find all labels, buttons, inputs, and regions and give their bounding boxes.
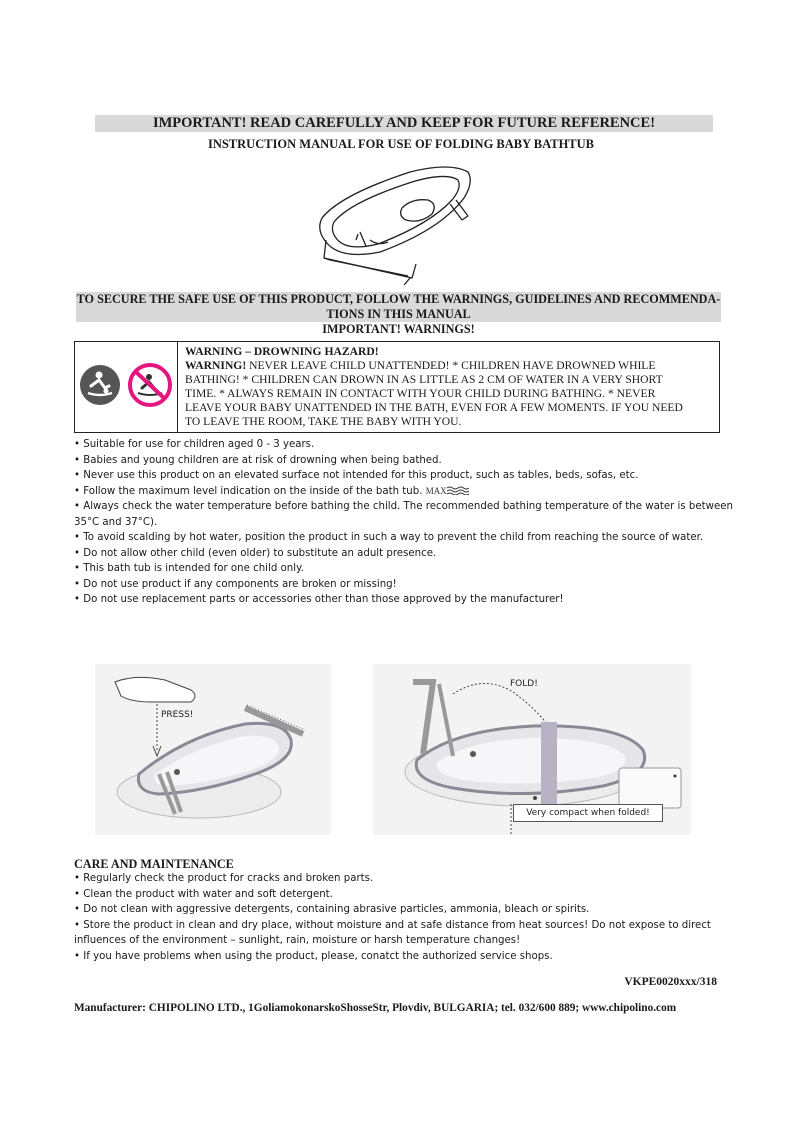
product-code: VKPE0020xxx/318 <box>624 976 717 988</box>
safety-notice <box>76 292 721 322</box>
bullet-item: • Babies and young children are at risk of drowning when being bathed. <box>74 454 442 466</box>
manual-title: INSTRUCTION MANUAL FOR USE OF FOLDING BABY BATHTUB <box>207 137 595 151</box>
care-bullet-item: • Store the product in clean and dry place, without moisture and at safe distance from heat sources! Do not expose to direct <box>74 919 711 931</box>
water-waves-icon <box>447 486 469 495</box>
fold-label: FOLD! <box>510 679 538 689</box>
max-level-label: MAX <box>425 485 447 496</box>
fold-photo <box>373 664 691 835</box>
bullet-item: 35°C and 37°C). <box>74 516 158 528</box>
care-bullet-item: • If you have problems when using the product, please, conatct the authorized service shops. <box>74 950 553 962</box>
no-child-alone-icon <box>127 362 173 408</box>
manufacturer-info: Manufacturer: CHIPOLINO LTD., 1GoliamokonarskoShosseStr, Plovdiv, BULGARIA; tel. 032/600 889; www.chipolino.com <box>74 1002 677 1014</box>
care-bullet-item: • Clean the product with water and soft detergent. <box>74 888 333 900</box>
bullet-item: • To avoid scalding by hot water, position the product in such a way to prevent the child from reaching the source of water. <box>74 532 704 543</box>
warning-line-2: BATHING! * CHILDREN CAN DROWN IN AS LITTLE AS 2 CM OF WATER IN A VERY SHORT <box>185 373 663 386</box>
press-label: PRESS! <box>161 710 194 720</box>
important-banner: IMPORTANT! READ CAREFULLY AND KEEP FOR FUTURE REFERENCE! <box>95 115 713 132</box>
care-title: CARE AND MAINTENANCE <box>74 857 234 871</box>
bullet-item: • This bath tub is intended for one child only. <box>74 563 304 574</box>
press-photo <box>95 664 331 835</box>
safety-notice-line-2: TIONS IN THIS MANUAL <box>326 307 471 321</box>
warning-line-1 <box>185 359 715 373</box>
bullet-item <box>74 484 734 500</box>
bullet-item: • Do not use product if any components are broken or missing! <box>74 578 397 590</box>
care-bullet-item: influences of the environment – sunlight, rain, moisture or harsh temperature changes! <box>74 935 521 946</box>
care-bullets <box>74 871 734 964</box>
warnings-title: IMPORTANT! WARNINGS! <box>322 322 475 336</box>
warning-line-4: LEAVE YOUR BABY UNATTENDED IN THE BATH, EVEN FOR A FEW MOMENTS. IF YOU NEED <box>185 401 683 414</box>
warning-text <box>185 345 715 429</box>
adult-bathing-child-icon <box>79 364 121 406</box>
bullet-item: • Always check the water temperature before bathing the child. The recommended bathing temperature of the water is between <box>74 501 733 512</box>
usage-bullets <box>74 437 734 608</box>
warning-line-1-text: NEVER LEAVE CHILD UNATTENDED! * CHILDREN HAVE DROWNED WHILE <box>246 359 656 372</box>
care-bullet-item: • Regularly check the product for cracks and broken parts. <box>74 873 374 884</box>
bullet-item: • Never use this product on an elevated surface not intended for this product, such as tables, beds, sofas, etc. <box>74 470 639 481</box>
warning-heading: WARNING – DROWNING HAZARD! <box>185 345 379 358</box>
bullet-item: • Do not allow other child (even older) to substitute an adult presence. <box>74 547 437 559</box>
bullet-item: • Suitable for use for children aged 0 - 3 years. <box>74 439 315 450</box>
folding-bathtub-illustration <box>300 160 490 285</box>
bullet-item: • Do not use replacement parts or accessories other than those approved by the manufacturer! <box>74 594 564 605</box>
bullet-item-text: • Follow the maximum level indication on the inside of the bath tub. <box>74 485 423 497</box>
warning-box-divider <box>177 342 178 432</box>
warning-icons <box>75 342 177 432</box>
care-bullet-item: • Do not clean with aggressive detergents, containing abrasive particles, ammonia, bleach or spirits. <box>74 904 590 915</box>
safety-notice-line-1: TO SECURE THE SAFE USE OF THIS PRODUCT, FOLLOW THE WARNINGS, GUIDELINES AND RECOMMENDA- <box>76 292 721 306</box>
compact-label: Very compact when folded! <box>513 804 663 822</box>
press-illustration <box>95 664 331 835</box>
warning-line-3: TIME. * ALWAYS REMAIN IN CONTACT WITH YOUR CHILD DURING BATHING. * NEVER <box>185 387 656 400</box>
drowning-warning-box <box>74 341 720 433</box>
warning-line-5: TO LEAVE THE ROOM, TAKE THE BABY WITH YOU. <box>185 415 462 428</box>
warning-lead: WARNING! <box>185 359 247 372</box>
